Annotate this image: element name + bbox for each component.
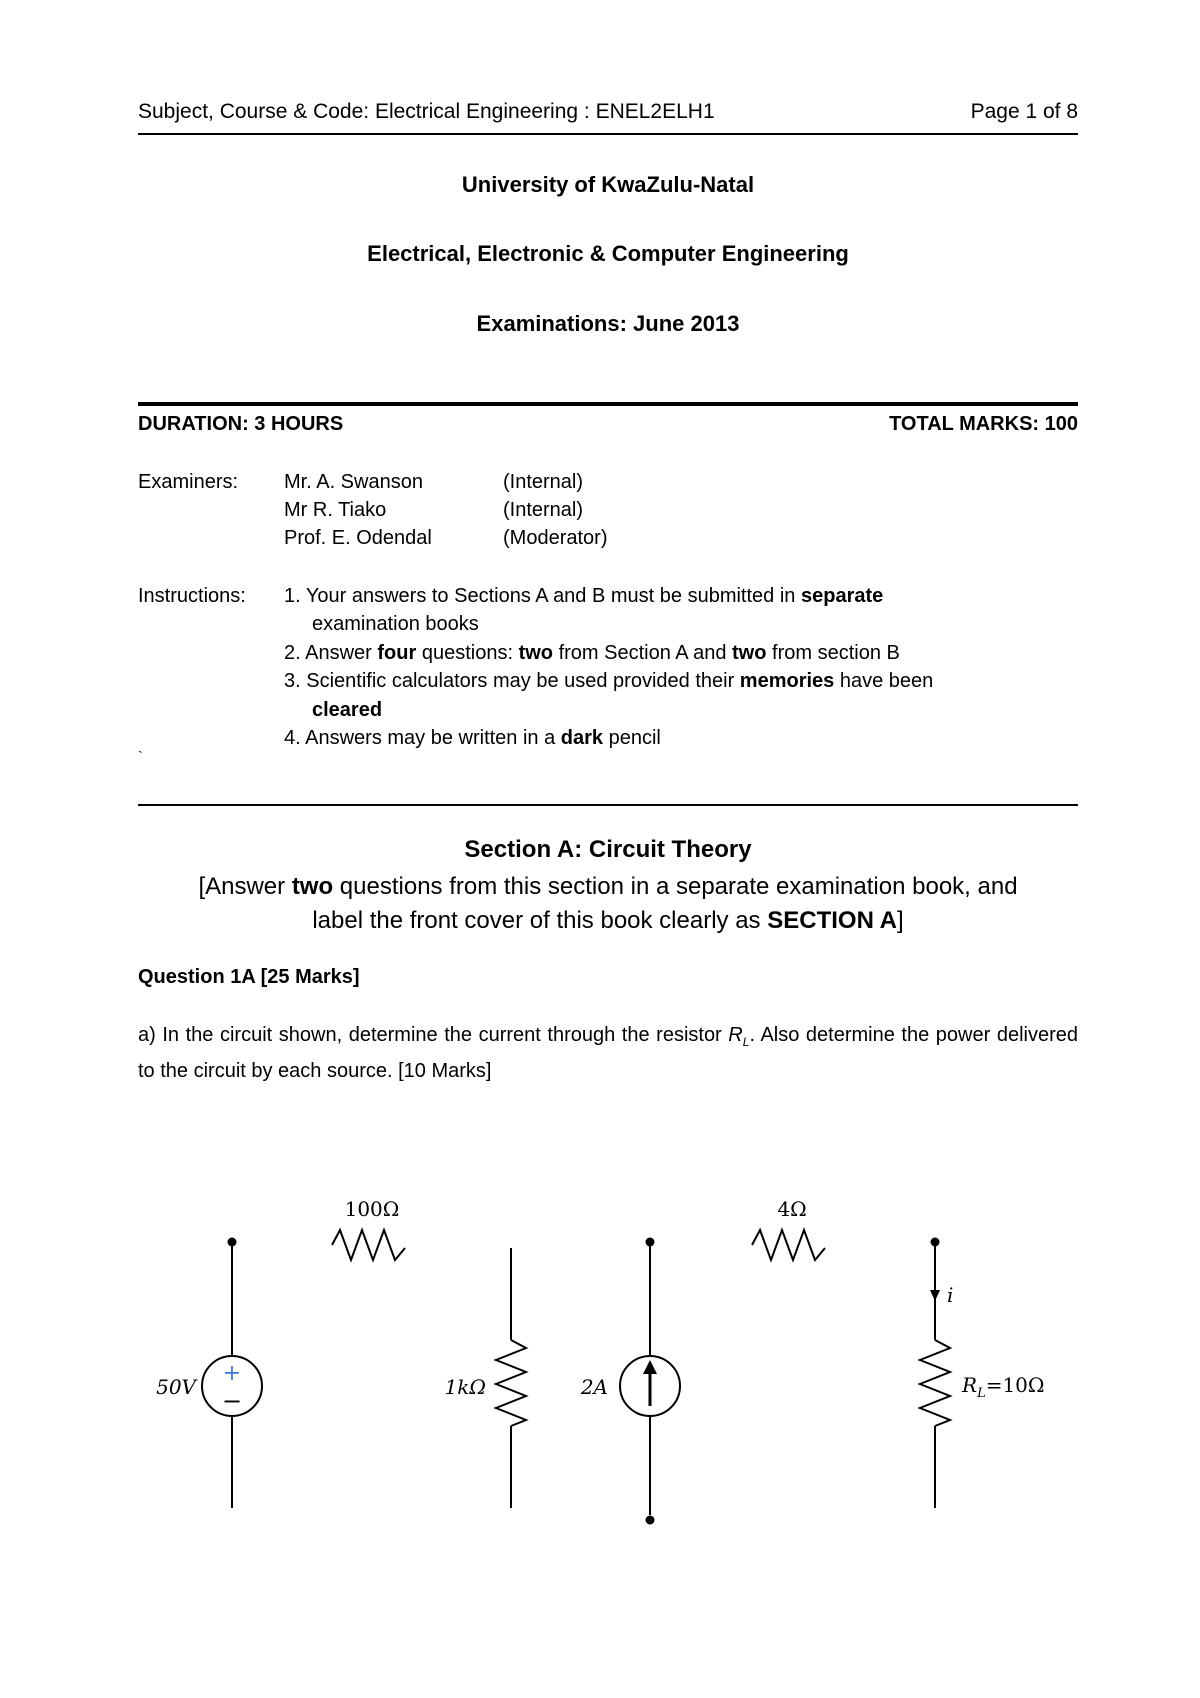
instruction-emphasis: dark — [560, 727, 604, 749]
load-resistor-label — [961, 1373, 1045, 1401]
resistor-100-label: 100Ω — [344, 1197, 400, 1221]
instruction-3 — [284, 670, 933, 693]
voltage-source-label: 50V — [156, 1375, 196, 1399]
note-emphasis: SECTION A — [767, 907, 898, 934]
examiner-name: Prof. E. Odendal — [284, 527, 432, 549]
terminal-node — [646, 1516, 655, 1525]
instruction-2 — [284, 642, 900, 665]
examiner-role: (Moderator) — [503, 527, 608, 549]
load-resistor-icon — [920, 1340, 950, 1426]
instruction-text: pencil — [603, 727, 661, 749]
resistor-1k-icon — [496, 1340, 526, 1426]
resistor-subscript: L — [742, 1035, 750, 1049]
load-subscript: L — [977, 1386, 986, 1401]
instruction-emphasis: two — [732, 642, 767, 664]
examiner-name: Mr. A. Swanson — [284, 471, 423, 493]
section-rule — [138, 804, 1078, 806]
duration: DURATION: 3 HOURS — [138, 413, 344, 435]
instruction-text: 2. Answer — [284, 642, 378, 664]
note-text: label the front cover of this book clearly as — [312, 907, 768, 934]
info-top-rule — [138, 402, 1078, 406]
instruction-text: have been — [834, 670, 934, 692]
instruction-text: from Section A and — [553, 642, 733, 664]
question-heading: Question 1A [25 Marks] — [138, 966, 360, 988]
instruction-emphasis: memories — [739, 670, 835, 692]
resistor-4-label: 4Ω — [777, 1197, 807, 1221]
instruction-emphasis: separate — [800, 585, 884, 607]
circuit-diagram — [0, 1180, 1200, 1540]
resistor-symbol: R — [728, 1024, 743, 1046]
note-text: questions from this section in a separate examination book, and — [333, 873, 1018, 900]
note-emphasis: two — [291, 873, 334, 900]
instruction-1 — [284, 585, 883, 608]
header-rule — [138, 133, 1078, 135]
load-symbol: R — [962, 1373, 978, 1397]
exam-title: Examinations: June 2013 — [476, 311, 740, 336]
resistor-1k-label: 1kΩ — [444, 1375, 486, 1399]
resistor-4-icon — [752, 1230, 825, 1260]
question-text-part: . Also determine the power delivered to the circuit by each source. [10 Marks] — [138, 1024, 1079, 1082]
instruction-3-cont: cleared — [312, 699, 383, 721]
instruction-text: questions: — [416, 642, 519, 664]
examiner-role: (Internal) — [503, 471, 584, 493]
page-number: Page 1 of 8 — [970, 100, 1078, 123]
subject-code: Subject, Course & Code: Electrical Engineering : ENEL2ELH1 — [138, 100, 715, 123]
section-note — [150, 870, 1066, 938]
page-header — [138, 100, 1078, 124]
stray-mark: ` — [138, 748, 143, 764]
section-title: Section A: Circuit Theory — [464, 836, 752, 863]
department-title: Electrical, Electronic & Computer Engineering — [367, 241, 849, 266]
instruction-emphasis: two — [518, 642, 554, 664]
instruction-1-cont: examination books — [312, 613, 479, 635]
current-source-label: 2A — [580, 1375, 608, 1399]
plus-sign: + — [222, 1361, 242, 1386]
instruction-text: 3. Scientific calculators may be used provided their — [284, 670, 740, 692]
instructions-label: Instructions: — [138, 585, 246, 607]
instruction-4 — [284, 727, 661, 750]
minus-sign: − — [221, 1387, 243, 1415]
note-text: [Answer — [198, 873, 292, 900]
duration-row — [138, 413, 1078, 436]
instruction-text: 4. Answers may be written in a — [284, 727, 561, 749]
examiner-role: (Internal) — [503, 499, 584, 521]
total-marks: TOTAL MARKS: 100 — [889, 413, 1078, 435]
question-text-part: a) In the circuit shown, determine the current through the resistor — [138, 1024, 729, 1046]
instruction-text: from section B — [766, 642, 900, 664]
examiners-label: Examiners: — [138, 471, 239, 493]
current-arrow-icon — [930, 1290, 940, 1301]
instruction-text: 1. Your answers to Sections A and B must be submitted in — [284, 585, 801, 607]
university-title: University of KwaZulu-Natal — [461, 172, 755, 197]
resistor-100-icon — [332, 1230, 405, 1260]
current-label: i — [947, 1283, 954, 1307]
load-value: =10Ω — [985, 1373, 1045, 1397]
examiner-name: Mr R. Tiako — [284, 499, 387, 521]
instruction-emphasis: four — [377, 642, 417, 664]
question-text — [138, 1021, 1078, 1086]
note-text: ] — [897, 907, 904, 934]
